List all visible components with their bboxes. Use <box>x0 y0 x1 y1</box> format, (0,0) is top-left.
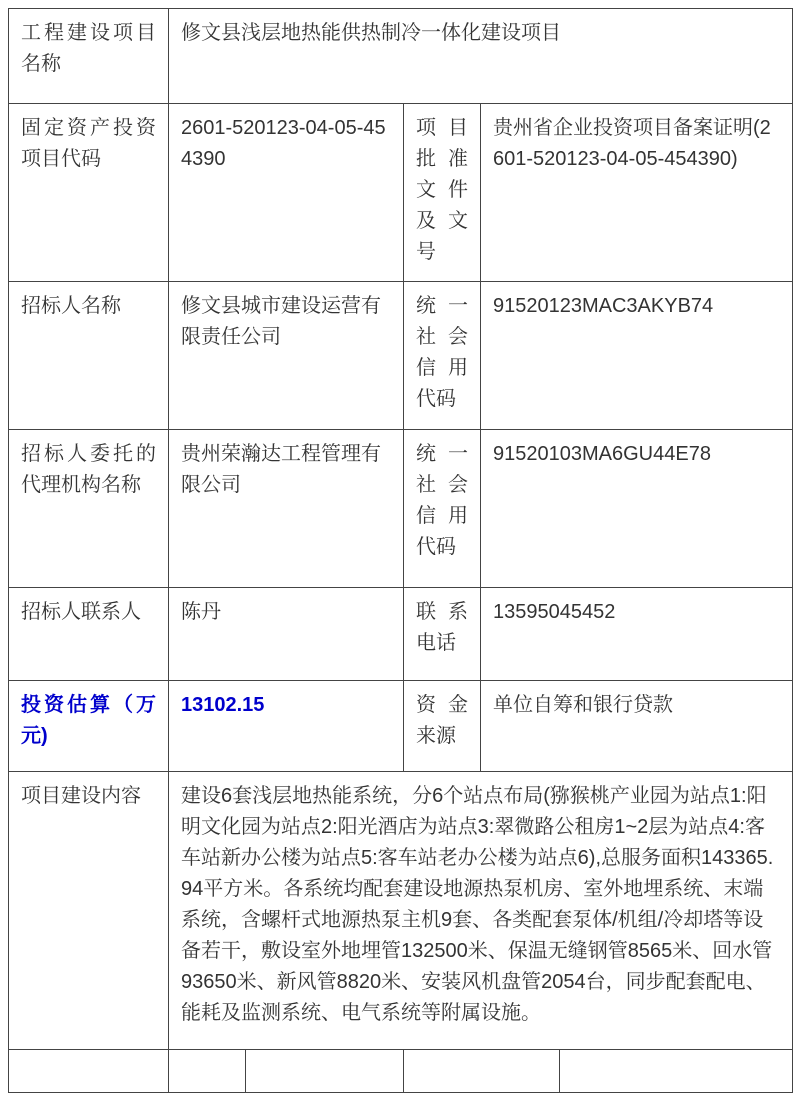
next-row-cell <box>560 1050 793 1093</box>
table-row-agency <box>9 430 793 588</box>
funding-source-label: 资金来源 <box>404 681 481 772</box>
table-row-project-code <box>9 104 793 282</box>
agency-credit-code-value: 91520103MA6GU44E78 <box>481 430 793 588</box>
next-row-cell <box>246 1050 404 1093</box>
tender-registration-document <box>8 8 792 1093</box>
next-row-cell <box>404 1050 560 1093</box>
table-row-contact <box>9 588 793 681</box>
table-row-project-name <box>9 9 793 104</box>
table-row-project-content <box>9 772 793 1050</box>
funding-source-value: 单位自筹和银行贷款 <box>481 681 793 772</box>
next-row-partial <box>8 1049 793 1093</box>
agency-credit-code-label: 统一社会信用代码 <box>404 430 481 588</box>
phone-label: 联系电话 <box>404 588 481 681</box>
investment-label: 投资估算（万元) <box>9 681 169 772</box>
contact-label: 招标人联系人 <box>9 588 169 681</box>
next-row-cell <box>9 1050 169 1093</box>
project-code-value: 2601-520123-04-05-454390 <box>169 104 404 282</box>
tenderee-label: 招标人名称 <box>9 282 169 430</box>
table-row-investment <box>9 681 793 772</box>
approval-doc-value: 贵州省企业投资项目备案证明(2601-520123-04-05-454390) <box>481 104 793 282</box>
project-code-label: 固定资产投资项目代码 <box>9 104 169 282</box>
tenderee-credit-code-label: 统一社会信用代码 <box>404 282 481 430</box>
project-info-table <box>8 8 793 1050</box>
tenderee-credit-code-value: 91520123MAC3AKYB74 <box>481 282 793 430</box>
table-row-tenderee <box>9 282 793 430</box>
phone-value: 13595045452 <box>481 588 793 681</box>
tenderee-value: 修文县城市建设运营有限责任公司 <box>169 282 404 430</box>
agency-value: 贵州荣瀚达工程管理有限公司 <box>169 430 404 588</box>
next-row <box>9 1050 793 1093</box>
project-content-label: 项目建设内容 <box>9 772 169 1050</box>
project-name-value: 修文县浅层地热能供热制冷一体化建设项目 <box>169 9 793 104</box>
project-name-label: 工程建设项目名称 <box>9 9 169 104</box>
approval-doc-label: 项目批准文件及文号 <box>404 104 481 282</box>
contact-value: 陈丹 <box>169 588 404 681</box>
next-row-cell <box>169 1050 246 1093</box>
project-content-value: 建设6套浅层地热能系统，分6个站点布局(猕猴桃产业园为站点1:阳明文化园为站点2:阳光酒店为站点3:翠微路公租房1~2层为站点4:客车站新办公楼为站点5:客车站老办公楼为站点6),总服务面积143365.94平方米。各系统均配套建设地源热泵机房、室外地埋系统、末端系统，含螺杆式地源热泵主机9套、各类配套泵体/机组/冷却塔等设备若干，敷设室外地埋管132500米、保温无缝钢管8565米、回水管93650米、新风管8820米、安装风机盘管2054台，同步配套配电、能耗及监测系统、电气系统等附属设施。 <box>169 772 793 1050</box>
agency-label: 招标人委托的代理机构名称 <box>9 430 169 588</box>
investment-value: 13102.15 <box>169 681 404 772</box>
